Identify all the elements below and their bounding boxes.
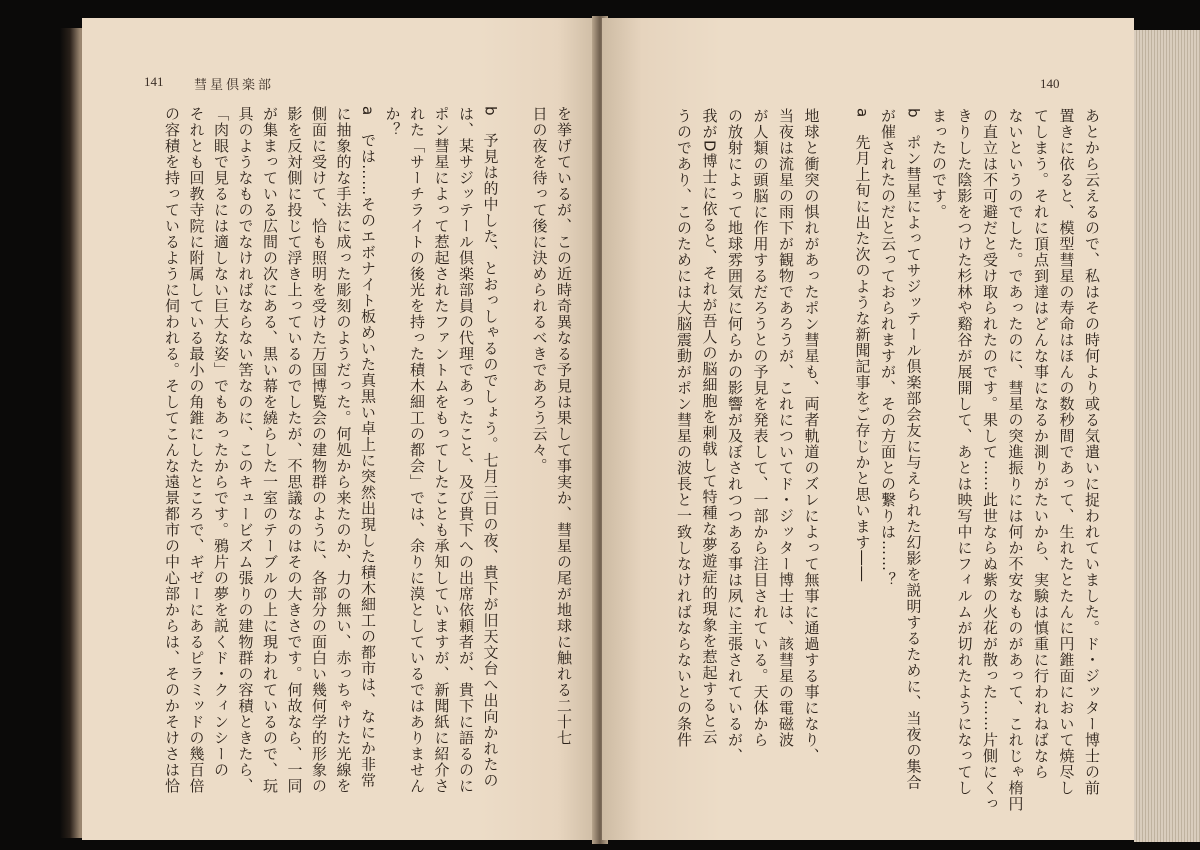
right-text-column: ないというのでした。であったのに、彗星の突進振りには何か不安なものがあって、これじゃ楕円 [1006,108,1025,812]
left-text-column: に抽象的な手法に成った彫刻のようだった。何処から来たのか、力の無い、赤っちゃけた光線を [334,106,353,794]
left-text-column: を挙げているが、この近時奇異なる予見は果して事実か、彗星の尾が地球に触れる二十七 [555,106,573,746]
left-page-number: 141 [144,74,164,89]
right-text-column: あとから云えるので、私はその時何より或る気遣いに捉われていました。ド・ジッター博士の前 [1083,108,1101,796]
right-text-column: 地球と衝突の惧れがあったポン彗星も、両者軌道のズレによって無事に通過する事になり、 [802,108,821,764]
left-text-column: それとも回教寺院に附属している最小の角錐にしたところで、ギゼーにあるピラミッドの幾百倍 [187,106,206,794]
left-text-column: が集まっている広間の次にある、黒い幕を繞らした一室のテーブルの上に現われているので、玩 [261,106,279,794]
right-text-column: の放射によって地球雰囲気に何らかの影響が及ぼされつつある事は夙に主張されているが、 [726,108,744,764]
left-text-column: は、某サジッテール倶楽部員の代理であったこと、及び貴下への出席依頼者が、貴下に語るのに [457,106,475,794]
right-page-number: 140 [1040,76,1060,91]
right-text-column: の直立は不可避だと受け取られたのです。果して……此世ならぬ紫の火花が散った……片側にくっ [981,108,999,812]
right-text-column: 我がD博士に依ると、それが吾人の脳細胞を刺戟して特種な夢遊症的現象を惹起すると云 [700,108,719,745]
left-text-column: 影を反対側に投じて浮き上っているのでしたが、不思議なのはその大きさです。何故なら、一同 [285,106,304,794]
left-text-column: b 予見は的中した、とおっしゃるのでしょう。七月三日の夜、貴下が旧天文台へ出向かれたの [481,106,500,789]
left-text-column: か？ [383,106,402,138]
left-text-column: れた「サーチライトの後光を持った積木細工の都会」では、余りに漠としているではありません [408,106,426,794]
book-cover-edge [0,28,82,838]
left-text-column: 側面に受けて、恰も照明を受けた万国博覧会の建物群のように、各部分の面白い幾何学的形象の [310,106,328,794]
right-text-column: 当夜は流星の雨下が観物であろうが、これについてド・ジッター博士は、該彗星の電磁波 [777,108,795,748]
page-edges [1134,30,1200,842]
left-text-column: 日の夜を待って後に決められるべきであろう云々。 [530,106,549,474]
left-text-column: の容積を持っているように伺われる。そしてこんな遠景都市の中心部からは、そのかそけさは恰 [163,106,181,794]
running-title: 彗星倶楽部 [194,78,275,93]
right-text-column: が人類の頭脳に作用するだろうとの予見を発表して、一部から注目されている。天体から [751,108,770,748]
left-text-column: 具のようなものでなければならない筈なのに、このキュービズム張りの建物群の容積ときたら、 [236,106,255,794]
left-text-column: a では……そのエボナイト板めいた真黒い卓上に突然出現した積木細工の都市は、なにか非常 [359,106,377,789]
left-page [82,18,598,840]
right-page [602,18,1134,840]
right-text-column: うのであり、このためには大脳震動がポン彗星の波長と一致しなければならないとの条件 [675,108,693,748]
right-text-column: が催されたのだと云っておられますが、その方面との繋りは……？ [879,108,897,588]
right-text-column: b ポン彗星によってサジッテール倶楽部会友に与えられた幻影を説明するために、当夜の集合 [904,108,923,791]
right-text-column: 置きに依ると、模型彗星の寿命はほんの数秒間であって、生れたとたんに円錐面において焼尽し [1057,108,1076,796]
left-text-column: 「肉眼で見るには適しない巨大な姿」でもあったからです。鴉片の夢を説くド・クィンシーの [212,106,230,778]
left-text-column: ポン彗星によって惹起されたファントムをもってしたことも承知していますが、新聞紙に紹介さ [432,106,451,794]
right-text-column: a 先月上旬に出た次のような新聞記事をご存じかと思います―― [853,108,872,583]
right-text-column: まったのです。 [930,108,948,220]
right-text-column: きりした陰影をつけた杉林や谿谷が展開して、あとは映写中にフィルムが切れたようになってし [955,108,974,796]
right-text-column: てしまう。それに頂点到達はどんな事になるか測りがたいから、実験は慎重に行われねばなら [1032,108,1050,780]
